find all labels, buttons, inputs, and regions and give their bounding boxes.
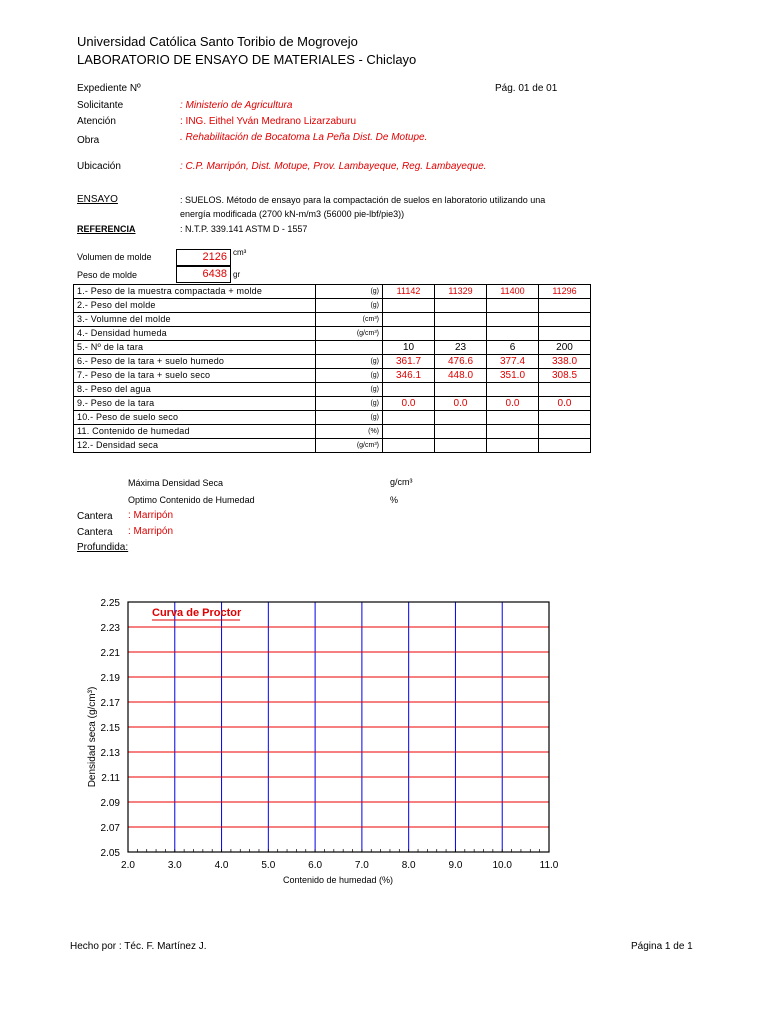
- cell-value: 6: [487, 341, 539, 355]
- table-row: [74, 425, 591, 439]
- x-tick-label: 4.0: [214, 860, 229, 871]
- table-row: [74, 383, 591, 397]
- cell-value: [539, 313, 591, 327]
- atencion-value: : ING. Eithel Yván Medrano Lizarzaburu: [180, 116, 357, 127]
- row-label: 3.- Volumne del molde: [74, 313, 316, 327]
- cantera-label-1: Cantera: [77, 511, 113, 522]
- row-unit: (g/cm³): [316, 439, 383, 453]
- table-row: [74, 299, 591, 313]
- table-row: [74, 285, 591, 299]
- y-tick-label: 2.15: [100, 723, 120, 734]
- cell-value: [435, 313, 487, 327]
- row-unit: (g): [316, 299, 383, 313]
- university-name: Universidad Católica Santo Toribio de Mogrovejo: [77, 34, 358, 49]
- cell-value: 476.6: [435, 355, 487, 369]
- cell-value: [539, 299, 591, 313]
- y-tick-label: 2.13: [100, 748, 120, 759]
- cell-value: [487, 383, 539, 397]
- cell-value: [435, 327, 487, 341]
- row-label: 2.- Peso del molde: [74, 299, 316, 313]
- peso-unit: gr: [233, 270, 241, 279]
- table-row: [74, 369, 591, 383]
- cell-value: 11142: [383, 285, 435, 299]
- row-label: 12.- Densidad seca: [74, 439, 316, 453]
- ubicacion-value: : C.P. Marripón, Dist. Motupe, Prov. Lambayeque, Reg. Lambayeque.: [180, 161, 487, 172]
- referencia-label: REFERENCIA: [77, 224, 136, 234]
- cell-value: [487, 313, 539, 327]
- cell-value: 0.0: [539, 397, 591, 411]
- lab-name: LABORATORIO DE ENSAYO DE MATERIALES - Chiclayo: [77, 52, 417, 67]
- row-label: 11. Contenido de humedad: [74, 425, 316, 439]
- page-number: Pág. 01 de 01: [495, 83, 558, 94]
- row-unit: [316, 341, 383, 355]
- cell-value: [435, 439, 487, 453]
- cell-value: 10: [383, 341, 435, 355]
- x-tick-label: 10.0: [492, 860, 512, 871]
- cell-value: [487, 411, 539, 425]
- row-unit: (g): [316, 411, 383, 425]
- ensayo-line2: energía modificada (2700 kN-m/m3 (56000 pie-lbf/pie3)): [180, 209, 405, 219]
- table-row: [74, 439, 591, 453]
- x-tick-label: 5.0: [261, 860, 276, 871]
- cell-value: [435, 299, 487, 313]
- cell-value: 0.0: [487, 397, 539, 411]
- cell-value: [539, 383, 591, 397]
- y-tick-label: 2.07: [100, 823, 120, 834]
- cell-value: 0.0: [383, 397, 435, 411]
- volumen-unit: cm³: [233, 248, 247, 257]
- x-tick-label: 11.0: [539, 860, 559, 871]
- pagina: Página 1 de 1: [631, 941, 693, 952]
- y-tick-label: 2.17: [100, 698, 120, 709]
- chart-title: Curva de Proctor: [152, 607, 242, 619]
- cell-value: [487, 327, 539, 341]
- referencia-value: : N.T.P. 339.141 ASTM D - 1557: [180, 224, 308, 234]
- peso-label: Peso de molde: [77, 270, 138, 280]
- ensayo-line1: : SUELOS. Método de ensayo para la compactación de suelos en laboratorio utilizando una: [180, 195, 546, 205]
- atencion-label: Atención: [77, 116, 116, 127]
- cantera-value-2: : Marripón: [128, 526, 174, 537]
- cell-value: 346.1: [383, 369, 435, 383]
- obra-label: Obra: [77, 135, 100, 146]
- row-unit: (cm³): [316, 313, 383, 327]
- cell-value: 338.0: [539, 355, 591, 369]
- cell-value: [487, 425, 539, 439]
- y-tick-label: 2.19: [100, 673, 120, 684]
- cell-value: [383, 299, 435, 313]
- cell-value: [435, 411, 487, 425]
- row-label: 6.- Peso de la tara + suelo humedo: [74, 355, 316, 369]
- row-unit: (g): [316, 355, 383, 369]
- table-row: [74, 327, 591, 341]
- x-tick-label: 9.0: [448, 860, 463, 871]
- ensayo-label: ENSAYO: [77, 194, 118, 205]
- row-unit: (g): [316, 397, 383, 411]
- cell-value: [383, 327, 435, 341]
- test-table: [73, 284, 591, 453]
- profundidad-label: Profundida:: [77, 542, 129, 553]
- peso-value: 6438: [176, 266, 231, 283]
- y-tick-label: 2.05: [100, 848, 120, 859]
- volumen-label: Volumen de molde: [77, 252, 152, 262]
- cell-value: [383, 425, 435, 439]
- table-row: [74, 341, 591, 355]
- expediente-label: Expediente Nº: [77, 83, 141, 94]
- cell-value: 23: [435, 341, 487, 355]
- cell-value: 377.4: [487, 355, 539, 369]
- y-tick-label: 2.25: [100, 598, 120, 609]
- cell-value: [539, 411, 591, 425]
- row-label: 10.- Peso de suelo seco: [74, 411, 316, 425]
- cell-value: 11400: [487, 285, 539, 299]
- row-unit: (%): [316, 425, 383, 439]
- row-label: 8.- Peso del agua: [74, 383, 316, 397]
- cell-value: [383, 439, 435, 453]
- x-tick-label: 2.0: [121, 860, 135, 871]
- cell-value: 200: [539, 341, 591, 355]
- hecho-por: Hecho por : Téc. F. Martínez J.: [70, 941, 207, 952]
- x-tick-label: 3.0: [167, 860, 182, 871]
- proctor-chart: [0, 580, 768, 900]
- cell-value: [539, 425, 591, 439]
- x-tick-label: 7.0: [354, 860, 369, 871]
- cell-value: [487, 439, 539, 453]
- y-tick-label: 2.09: [100, 798, 120, 809]
- cell-value: 308.5: [539, 369, 591, 383]
- cell-value: [383, 313, 435, 327]
- row-label: 5.- Nº de la tara: [74, 341, 316, 355]
- table-row: [74, 313, 591, 327]
- table-row: [74, 411, 591, 425]
- obra-value: . Rehabilitación de Bocatoma La Peña Dist. De Motupe.: [180, 132, 428, 143]
- cell-value: [539, 327, 591, 341]
- cell-value: [435, 425, 487, 439]
- max-density-unit: g/cm³: [390, 477, 413, 487]
- row-unit: (g/cm³): [316, 327, 383, 341]
- cantera-value-1: : Marripón: [128, 510, 174, 521]
- cell-value: 351.0: [487, 369, 539, 383]
- solicitante-label: Solicitante: [77, 100, 124, 111]
- opt-moisture-label: Optimo Contenido de Humedad: [128, 495, 255, 505]
- cell-value: 448.0: [435, 369, 487, 383]
- row-label: 1.- Peso de la muestra compactada + molde: [74, 285, 316, 299]
- cell-value: 361.7: [383, 355, 435, 369]
- table-row: [74, 397, 591, 411]
- row-unit: (g): [316, 369, 383, 383]
- y-tick-label: 2.23: [100, 623, 120, 634]
- cantera-label-2: Cantera: [77, 527, 113, 538]
- cell-value: [539, 439, 591, 453]
- cell-value: [383, 411, 435, 425]
- row-unit: (g): [316, 383, 383, 397]
- cell-value: 11329: [435, 285, 487, 299]
- row-label: 4.- Densidad humeda: [74, 327, 316, 341]
- cell-value: 11296: [539, 285, 591, 299]
- table-row: [74, 355, 591, 369]
- cell-value: 0.0: [435, 397, 487, 411]
- volumen-value: 2126: [176, 249, 231, 266]
- max-density-label: Máxima Densidad Seca: [128, 478, 224, 488]
- y-axis-label: Densidad seca (g/cm³): [87, 686, 98, 788]
- cell-value: [435, 383, 487, 397]
- solicitante-value: : Ministerio de Agricultura: [180, 100, 293, 111]
- x-tick-label: 8.0: [401, 860, 416, 871]
- row-unit: (g): [316, 285, 383, 299]
- y-tick-label: 2.11: [101, 773, 120, 784]
- opt-moisture-unit: %: [390, 495, 399, 505]
- row-label: 7.- Peso de la tara + suelo seco: [74, 369, 316, 383]
- row-label: 9.- Peso de la tara: [74, 397, 316, 411]
- cell-value: [383, 383, 435, 397]
- x-tick-label: 6.0: [308, 860, 323, 871]
- x-axis-label: Contenido de humedad (%): [282, 875, 394, 885]
- cell-value: [487, 299, 539, 313]
- y-tick-label: 2.21: [100, 648, 120, 659]
- ubicacion-label: Ubicación: [77, 161, 121, 172]
